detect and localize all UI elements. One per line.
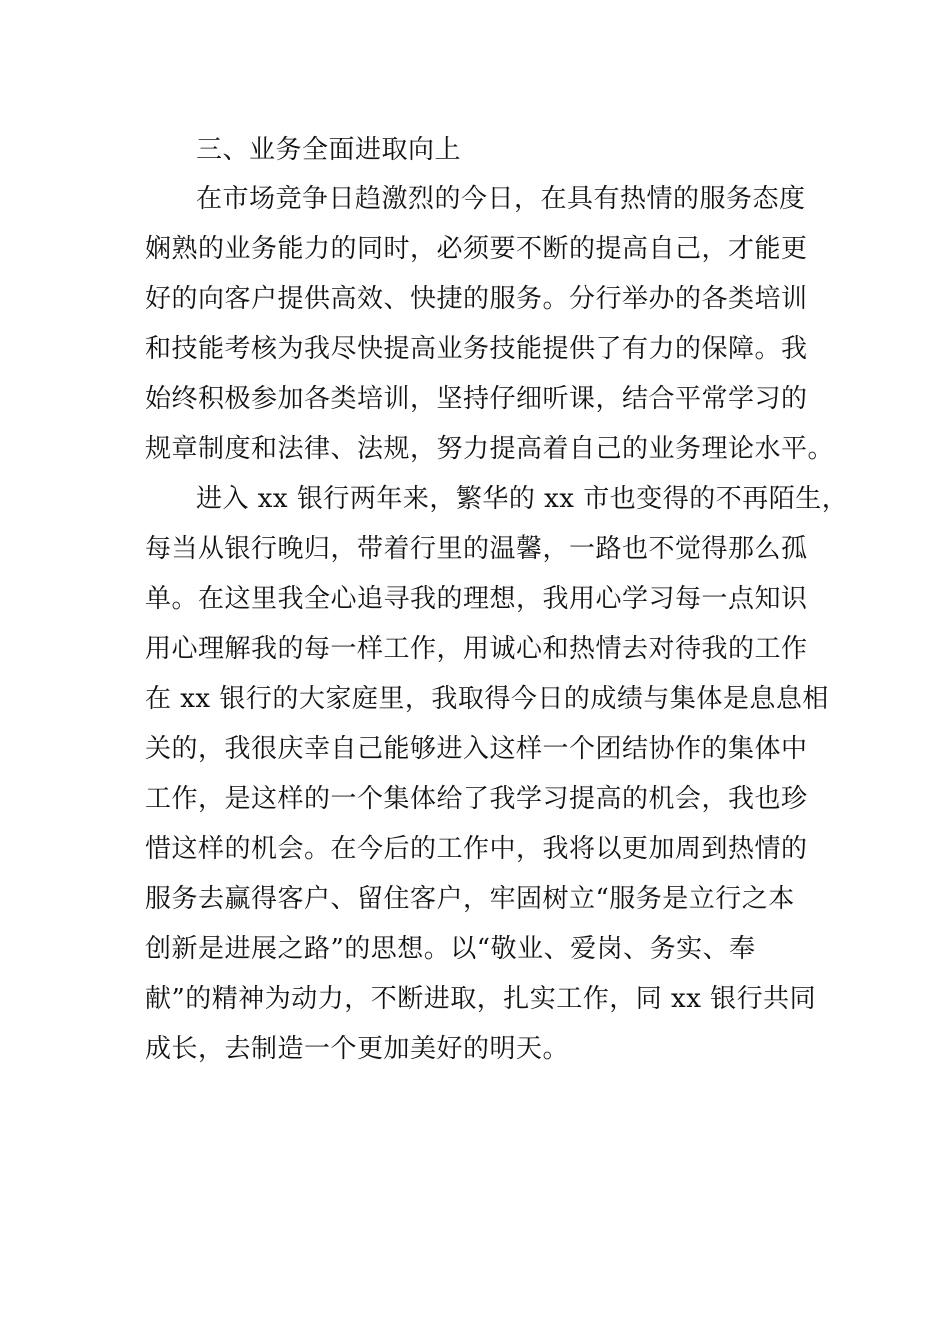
paragraph-line: 成长，去制造一个更加美好的明天。	[145, 1034, 570, 1064]
paragraph-line: 工作，是这样的一个集体给了我学习提高的机会，我也珍	[145, 784, 808, 814]
paragraph-line: 和技能考核为我尽快提高业务技能提供了有力的保障。我	[145, 334, 808, 364]
paragraph-line: 每当从银行晚归，带着行里的温馨，一路也不觉得那么孤	[145, 534, 808, 564]
paragraph-line: 娴熟的业务能力的同时，必须要不断的提高自己，才能更	[145, 234, 808, 264]
paragraph-line: 关的，我很庆幸自己能够进入这样一个团结协作的集体中	[145, 734, 808, 764]
paragraph-line: 进入 xx 银行两年来，繁华的 xx 市也变得的不再陌生，	[196, 484, 849, 514]
paragraph-line: 单。在这里我全心追寻我的理想，我用心学习每一点知识	[145, 584, 808, 614]
paragraph-line: 服务去赢得客户、留住客户，牢固树立“服务是立行之本	[145, 884, 795, 914]
paragraph-line: 始终积极参加各类培训，坚持仔细听课，结合平常学习的	[145, 384, 808, 414]
paragraph-line: 创新是进展之路”的思想。以“敬业、爱岗、务实、奉	[145, 934, 756, 964]
paragraph-line: 规章制度和法律、法规，努力提高着自己的业务理论水平。	[145, 434, 835, 464]
paragraph-line: 用心理解我的每一样工作，用诚心和热情去对待我的工作	[145, 634, 808, 664]
paragraph-line: 惜这样的机会。在今后的工作中，我将以更加周到热情的	[145, 834, 808, 864]
paragraph-line: 在 xx 银行的大家庭里，我取得今日的成绩与集体是息息相	[145, 684, 829, 714]
paragraph-line: 献”的精神为动力，不断进取，扎实工作，同 xx 银行共同	[145, 984, 817, 1014]
paragraph-line: 在市场竞争日趋激烈的今日，在具有热情的服务态度	[196, 184, 806, 214]
paragraph-line: 好的向客户提供高效、快捷的服务。分行举办的各类培训	[145, 284, 808, 314]
section-heading: 三、业务全面进取向上	[196, 135, 462, 165]
